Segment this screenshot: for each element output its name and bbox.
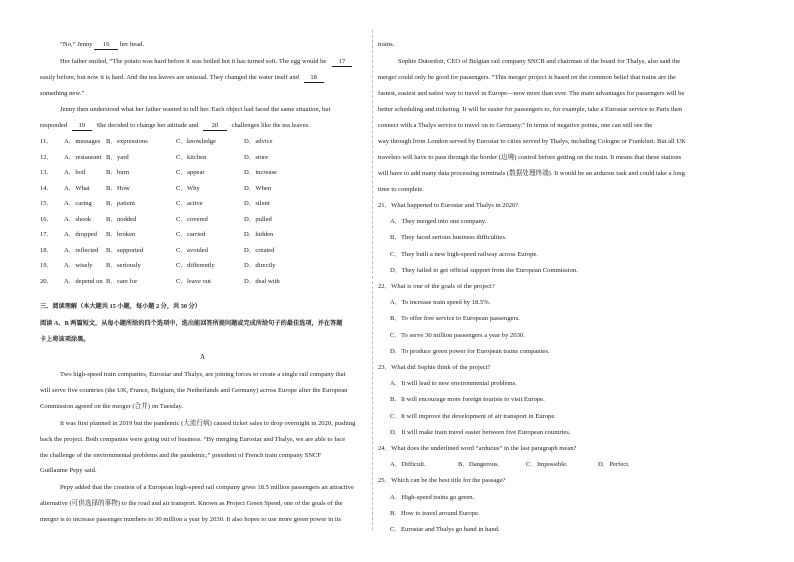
answer-option[interactable]: A．They merged into one company. (390, 218, 487, 226)
option-c: C．Why (176, 184, 200, 192)
passage-line: will serve five countries (the UK, France, Belgium, the Netherlands and Germany) across Europe after the European (40, 387, 348, 394)
option-a: A．restaurant (64, 153, 102, 161)
dialog-pre: “No,” Jenny (60, 41, 93, 48)
option-a: A．caring (64, 200, 92, 207)
answer-option[interactable]: C．They built a new high-speed railway across Europe. (390, 250, 538, 258)
passage-line: back the project. Both companies were going out of business. “By merging Eurostar and Thalys, we are able to face (40, 436, 346, 443)
passage-line: alternative (可供选择的事物) to the road and air transport. Known as Project Green Speed, one of the goals of the (40, 500, 343, 507)
option-b: B．patient (106, 200, 135, 207)
option-c: C．carried (176, 231, 206, 238)
option-a: A．depend on (64, 277, 103, 285)
passage-line: Two high-speed train companies, Eurostar and Thalys, are joining forces to create a single rail company that (60, 371, 346, 378)
dialog-line (60, 41, 144, 50)
para3-line2 (40, 122, 310, 131)
option-d: D．increase (244, 169, 277, 176)
blank-18: 18 (304, 74, 324, 83)
option-b: B．supported (106, 246, 143, 254)
column-divider (372, 30, 373, 530)
option-d: D．silent (244, 200, 270, 207)
answer-option[interactable]: B．It will encourage more foreign tourists to visit Europe. (390, 396, 545, 404)
question-number: 12． (40, 153, 54, 161)
question-number: 19． (40, 262, 54, 269)
option-a: A．shook (64, 215, 92, 223)
option-b: B．yard (106, 153, 129, 161)
instruction-line2: 卡上将该项涂黑。 (40, 336, 90, 343)
section-title: 三、阅读理解（本大题共 15 小题，每小题 2 分，共 30 分） (40, 303, 201, 310)
option-b: B．care for (106, 277, 138, 285)
question-stem: 21．What happened to Eurostar and Thalys in 2020? (378, 202, 519, 209)
question-stem: 22．What is one of the goals of the project? (378, 283, 495, 290)
answer-option[interactable]: B．How to travel around Europe. (390, 509, 480, 517)
option-c: C．appear (176, 169, 205, 176)
option-d: D．deal with (244, 277, 280, 285)
answer-option[interactable]: B．They faced serious business difficulties. (390, 234, 507, 242)
answer-option[interactable]: B．To offer free service to European passengers. (390, 315, 520, 323)
question-stem: 25．Which can be the best title for the passage? (378, 477, 506, 485)
passage-label: A (200, 353, 206, 361)
answer-option[interactable]: C．It will improve the development of air transport in Europe. (390, 412, 556, 420)
option-c: C．knowledge (176, 138, 216, 145)
passage-line: connect with a Thalys service to travel on to Germany.” In terms of negative points, one can still see the (378, 122, 653, 129)
answer-option[interactable]: B．Dangerous. (458, 461, 500, 469)
option-a: A．reflected (64, 246, 99, 254)
option-b: B．broken (106, 231, 136, 238)
option-d: D．advice (244, 138, 273, 145)
passage-line: trains. (378, 41, 395, 48)
option-d: D．directly (244, 262, 276, 269)
option-c: C．leave out (176, 277, 211, 285)
option-d: D．created (244, 246, 275, 254)
blank-17: 17 (332, 58, 352, 67)
option-a: A．What (64, 184, 90, 192)
passage-line: travelers will have to pass through the border (边境) control before getting on the train. It means that these stations (378, 154, 682, 161)
question-number: 14． (40, 184, 54, 192)
passage-line: It was first planned in 2019 but the pandemic (大流行病) caused ticket sales to drop overnight in 2020, pushing (60, 420, 356, 427)
option-c: C．differently (176, 262, 215, 269)
passage-line: the challenge of the environmental problems and the pandemic,” president of French train company SNCF (40, 452, 322, 459)
blank-20: 20 (203, 122, 227, 131)
para3-text-challenges: challenges like the tea leaves. (231, 122, 310, 129)
answer-option[interactable]: C．Eurostar and Thalys go hand in hand. (390, 526, 500, 533)
question-number: 15． (40, 200, 54, 207)
question-number: 11． (40, 138, 53, 145)
question-number: 20． (40, 277, 54, 285)
option-b: B．seriously (106, 262, 141, 269)
blank-16: 16 (94, 41, 118, 50)
para3-text-responded: responded (40, 122, 68, 129)
passage-line: better scheduling and ticketing. It will be easier for passengers to, for example, take a Eurostar service to Paris then (378, 106, 683, 113)
passage-line: Commission agreed on the merger (合并) on Tuesday. (40, 403, 184, 410)
option-b: B．burn (106, 169, 130, 176)
answer-option[interactable]: D．It will make train travel easier between five European countries. (390, 428, 571, 436)
question-number: 16． (40, 215, 54, 223)
para2-line2 (40, 74, 324, 83)
passage-line: time to complete. (378, 186, 424, 193)
question-number: 18． (40, 246, 54, 254)
passage-line: merger could only be good for passengers. “This merger project is based on the common belief that trains are the (378, 74, 676, 81)
passage-line: fastest, easiest and safest way to travel in Europe—now more than ever. The main advantages for passengers will be (378, 90, 685, 97)
para2-line3: something new.” (40, 90, 85, 97)
option-a: A．boil (64, 169, 86, 176)
option-b: B．expressions (106, 138, 148, 145)
passage-line: Guillaume Pepy said. (40, 467, 97, 474)
option-c: C．avoided (176, 246, 208, 254)
option-a: A．dropped (64, 231, 97, 238)
option-d: D．store (244, 153, 269, 161)
passage-line: way through from London served by Eurostar to cities served by Thalys, including Cologne or Frankfurt. But all UK (378, 138, 686, 145)
option-c: C．covered (176, 215, 208, 223)
para3-line1: Jenny then understood what her father wanted to tell her. Each object had faced the same situation, but (60, 106, 331, 113)
option-d: D．hidden (244, 231, 274, 238)
passage-line: merger is to increase passenger numbers to 30 million a year by 2030. It also hopes to use more green power in its (40, 516, 342, 523)
question-number: 17． (40, 231, 54, 238)
answer-option[interactable]: D．They failed to get official support from the European Commission. (390, 266, 578, 274)
answer-option[interactable]: A．It will lead to new environmental problems. (390, 380, 517, 388)
option-c: C．kitchen (176, 153, 207, 161)
answer-option[interactable]: A．To increase train speed by 18.5%. (390, 299, 491, 307)
para2-text1: Her father smiled, “The potato was hard before it was boiled but it has turned soft. The egg would be (60, 58, 327, 65)
option-b: B．How (106, 184, 130, 192)
para2-line1 (60, 58, 352, 67)
option-a: A．wisely (64, 262, 93, 269)
instruction-line1: 阅读 A、B 两篇短文，从每小题所给的四个选项中，选出能回答所提问题或完成所给句子的最佳选项，并在答题 (40, 320, 343, 327)
option-b: B．nodded (106, 215, 137, 223)
answer-option[interactable]: D．Perfect. (598, 461, 630, 469)
para2-text2: easily before, but now it is hard. And the tea leaves are unusual. They changed the water itself and (40, 74, 299, 81)
passage-line: Pepy added that the creation of a European high-speed rail company gives 18.5 million passengers an attractive (60, 484, 354, 491)
answer-option[interactable]: A．Difficult. (390, 461, 426, 469)
answer-option[interactable]: C．Impossible. (526, 461, 568, 469)
option-a: A．messages (64, 138, 101, 145)
question-stem: 24．What does the underlined word “arduous” in the last paragraph mean? (378, 445, 577, 452)
option-d: D．pulled (244, 215, 272, 223)
question-number: 13． (40, 169, 54, 176)
answer-option[interactable]: D．To produce green power for European trains companies. (390, 347, 550, 355)
answer-option[interactable]: A．High-speed trains go green. (390, 493, 475, 501)
dialog-post: her head. (119, 41, 145, 48)
answer-option[interactable]: C．To serve 30 million passengers a year by 2030. (390, 331, 525, 339)
question-stem: 23．What did Sophie think of the project? (378, 364, 491, 371)
para3-text-decided: She decided to change her attitude and (96, 122, 199, 129)
blank-19: 19 (72, 122, 92, 131)
passage-line: Sophie Dutordoir, CEO of Belgian rail company SNCB and chairman of the board for Thalys, also said the (398, 58, 681, 65)
option-d: D．When (244, 184, 272, 192)
option-c: C．active (176, 200, 203, 207)
passage-line: will have to add many data processing terminals (数据处理终端). It would be an arduous task and could take a long (378, 170, 685, 177)
